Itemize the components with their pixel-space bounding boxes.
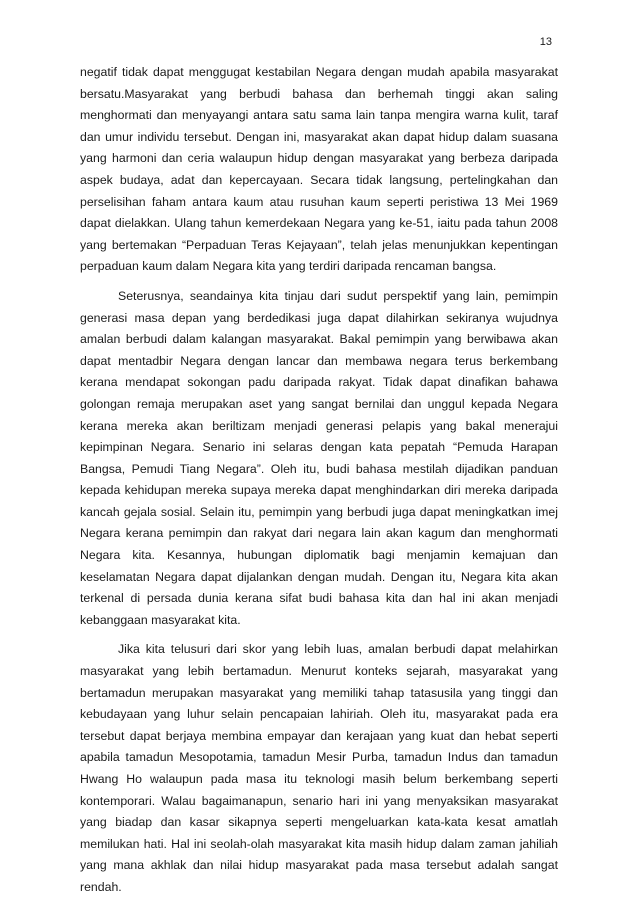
paragraph-1: negatif tidak dapat menggugat kestabilan Negara dengan mudah apabila masyarakat bersatu.Masyarakat yang berbudi bahasa dan berhemah tinggi akan saling menghormati dan menyayangi antara satu sama lain tanpa mengira warna kulit, taraf dan umur individu tersebut. Dengan ini, masyarakat akan dapat hidup dalam suasana yang harmoni dan ceria walaupun hidup dengan masyarakat yang berbeza daripada aspek budaya, adat dan kepercayaan. Secara tidak langsung, pertelingkahan dan perselisihan faham antara kaum atau rusuhan kaum seperti peristiwa 13 Mei 1969 dapat dielakkan. Ulang tahun kemerdekaan Negara yang ke-51, iaitu pada tahun 2008 yang bertemakan “Perpaduan Teras Kejayaan”, telah jelas menunjukkan kepentingan perpaduan kaum dalam Negara kita yang terdiri daripada rencaman bangsa. [80, 65, 558, 274]
page-number: 13 [539, 36, 552, 48]
paragraph-2: Seterusnya, seandainya kita tinjau dari sudut perspektif yang lain, pemimpin generasi masa depan yang berdedikasi juga dapat dilahirkan sekiranya wujudnya amalan berbudi dalam kalangan masyarakat. Bakal pemimpin yang berwibawa akan dapat mentadbir Negara dengan lancar dan membawa negara terus berkembang kerana mendapat sokongan padu daripada rakyat. Tidak dapat dinafikan bahawa golongan remaja merupakan aset yang sangat bernilai dan unggul kepada Negara kerana mereka akan beriltizam menjadi generasi pelapis yang bakal menerajui kepimpinan Negara. Senario ini selaras dengan kata pepatah “Pemuda Harapan Bangsa, Pemudi Tiang Negara”. Oleh itu, budi bahasa mestilah dijadikan panduan kepada kehidupan mereka supaya mereka dapat menghindarkan diri mereka daripada kancah gejala sosial. Selain itu, pemimpin yang berbudi juga dapat meningkatkan imej Negara kerana pemimpin dan rakyat dari negara lain akan kagum dan menghormati Negara kita. Kesannya, hubungan diplomatik bagi menjamin kemajuan dan keselamatan Negara dapat dijalankan dengan mudah. Dengan itu, Negara kita akan terkenal di persada dunia kerana sifat budi bahasa kita dan hal ini akan menjadi kebanggaan masyarakat kita. [80, 288, 558, 627]
paragraph-3: Jika kita telusuri dari skor yang lebih luas, amalan berbudi dapat melahirkan masyarakat yang lebih bertamadun. Menurut konteks sejarah, masyarakat yang bertamadun merupakan masyarakat yang memiliki tahap tatasusila yang tinggi dan kebudayaan yang luhur selain pencapaian lahiriah. Oleh itu, masyarakat pada era tersebut dapat berjaya membina empayar dan kerajaan yang kuat dan hebat seperti apabila tamadun Mesopotamia, tamadun Mesir Purba, tamadun Indus dan tamadun Hwang Ho walaupun pada masa itu teknologi masih belum berkembang seperti kontemporari. Walau bagaimanapun, senario hari ini yang menyaksikan masyarakat yang biadap dan kasar sikapnya seperti mengeluarkan kata-kata kesat amatlah memilukan hati. Hal ini seolah-olah masyarakat kita masih hidup dalam zaman jahiliah yang mana akhlak dan nilai hidup masyarakat pada masa tersebut adalah sangat rendah. [80, 642, 558, 894]
document-body [80, 62, 558, 899]
